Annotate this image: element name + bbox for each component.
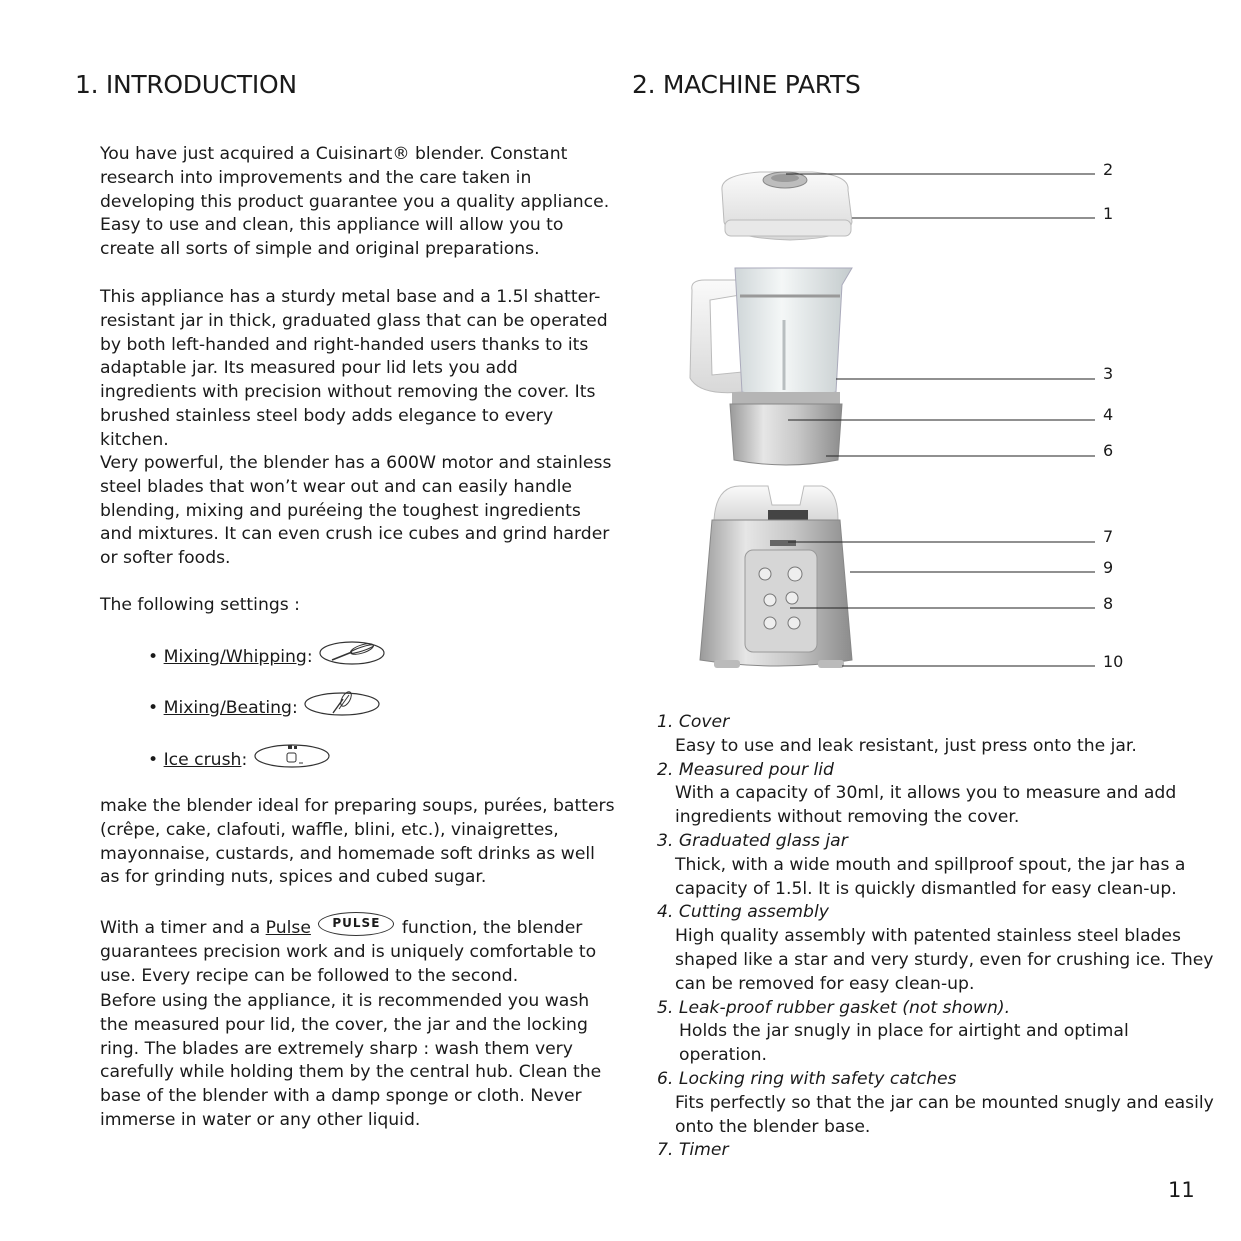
part-title: 1. Cover — [657, 712, 730, 732]
pulse-label: Pulse — [265, 918, 311, 939]
setting-ice-crush: • Ice crush : — [148, 743, 331, 776]
part-title: 3. Graduated glass jar — [657, 830, 848, 851]
callout-number: 10 — [1103, 652, 1124, 671]
intro-paragraph-2: This appliance has a sturdy metal base and a 1.5l shatter-resistant jar in thick, graduated glass that can be operated by both left-handed and right-handed users thanks to its adaptable jar. Its measured pour lid lets you add ingredients with precision without removing the cover. Its brushed stainless steel body adds elegance to every kitchen. — [100, 287, 608, 450]
part-item — [657, 711, 1217, 759]
part-desc: Easy to use and leak resistant, just press onto the jar. — [675, 735, 1137, 756]
intro-paragraph-7: Before using the appliance, it is recommended you wash the measured pour lid, the cover, the jar and the locking ring. The blades are extremely sharp : wash them very carefully while holding them by the central hub. Clean the base of the blender with a damp sponge or cloth. Never immerse in water or any other liquid. — [100, 991, 602, 1130]
callout-number: 9 — [1103, 558, 1114, 577]
part-title: 7. Timer — [657, 1140, 729, 1161]
intro-paragraph-4: The following settings : — [100, 595, 300, 615]
part-item — [657, 901, 1217, 996]
setting-label: Ice crush — [163, 749, 242, 770]
glass-jar-part — [690, 268, 852, 465]
callout-number: 7 — [1103, 527, 1114, 546]
setting-label: Mixing/Whipping — [163, 646, 307, 667]
part-desc: With a capacity of 30ml, it allows you to measure and add ingredients without removing the cover. — [675, 783, 1177, 828]
callout-number: 2 — [1103, 160, 1114, 179]
callout-number: 6 — [1103, 441, 1114, 460]
callout-number: 1 — [1103, 204, 1114, 223]
machine-parts-heading: 2. MACHINE PARTS — [632, 70, 861, 99]
part-desc: Holds the jar snugly in place for airtight and optimal operation. — [679, 1021, 1129, 1066]
part-title: 5. Leak-proof rubber gasket (not shown). — [657, 997, 1011, 1018]
bullet: • — [148, 749, 159, 770]
cover-part — [722, 172, 852, 240]
part-title: 6. Locking ring with safety catches — [657, 1068, 957, 1089]
part-item — [657, 1068, 1217, 1139]
intro-paragraph-6: With a timer and a Pulse PULSE function, the blender guarantees precision work and is uniquely comfortable to use. Every recipe can be followed to the second. — [100, 912, 615, 989]
page-number: 11 — [1168, 1178, 1195, 1202]
intro-paragraph-1: You have just acquired a Cuisinart® blender. Constant research into improvements and the care taken in developing this product guarantee you a quality appliance. Easy to use and clean, this appliance will allow you to create all sorts of simple and original preparations. — [100, 144, 610, 260]
part-desc: Fits perfectly so that the jar can be mounted snugly and easily onto the blender base. — [675, 1092, 1214, 1137]
bullet: • — [148, 646, 159, 667]
part-item — [657, 830, 1217, 901]
part-desc: Thick, with a wide mouth and spillproof spout, the jar has a capacity of 1.5l. It is quickly dismantled for easy clean-up. — [675, 854, 1186, 899]
part-item — [657, 1139, 1217, 1163]
motor-base-part — [700, 486, 852, 668]
pulse-icon: PULSE — [318, 912, 394, 936]
callout-number: 4 — [1103, 405, 1114, 424]
setting-label: Mixing/Beating — [163, 697, 292, 718]
part-title: 4. Cutting assembly — [657, 902, 829, 923]
callout-number: 3 — [1103, 364, 1114, 383]
part-item — [657, 759, 1217, 830]
callout-number: 8 — [1103, 594, 1114, 613]
part-title: 2. Measured pour lid — [657, 759, 834, 780]
intro-paragraph-3: Very powerful, the blender has a 600W motor and stainless steel blades that won’t wear out and can easily handle blending, mixing and puréeing the toughest ingredients and mixtures. It can even crush ice cubes and grind harder or softer foods. — [100, 453, 612, 569]
setting-mixing-beating: • Mixing/Beating : — [148, 691, 381, 724]
setting-mixing-whipping: • Mixing/Whipping : — [148, 640, 386, 673]
part-desc: High quality assembly with patented stainless steel blades shaped like a star and very sturdy, even for crushing ice. They can be removed for easy clean-up. — [675, 926, 1214, 994]
ice-crush-icon — [253, 743, 331, 776]
parts-list — [657, 711, 1217, 1163]
intro-heading: 1. INTRODUCTION — [75, 70, 297, 99]
intro-paragraph-5: make the blender ideal for preparing soups, purées, batters (crêpe, cake, clafouti, waffle, blini, etc.), vinaigrettes, mayonnaise, custards, and homemade soft drinks as well as for grinding nuts, spices and cubed sugar. — [100, 796, 615, 888]
part-item — [657, 997, 1217, 1068]
bullet: • — [148, 697, 159, 718]
